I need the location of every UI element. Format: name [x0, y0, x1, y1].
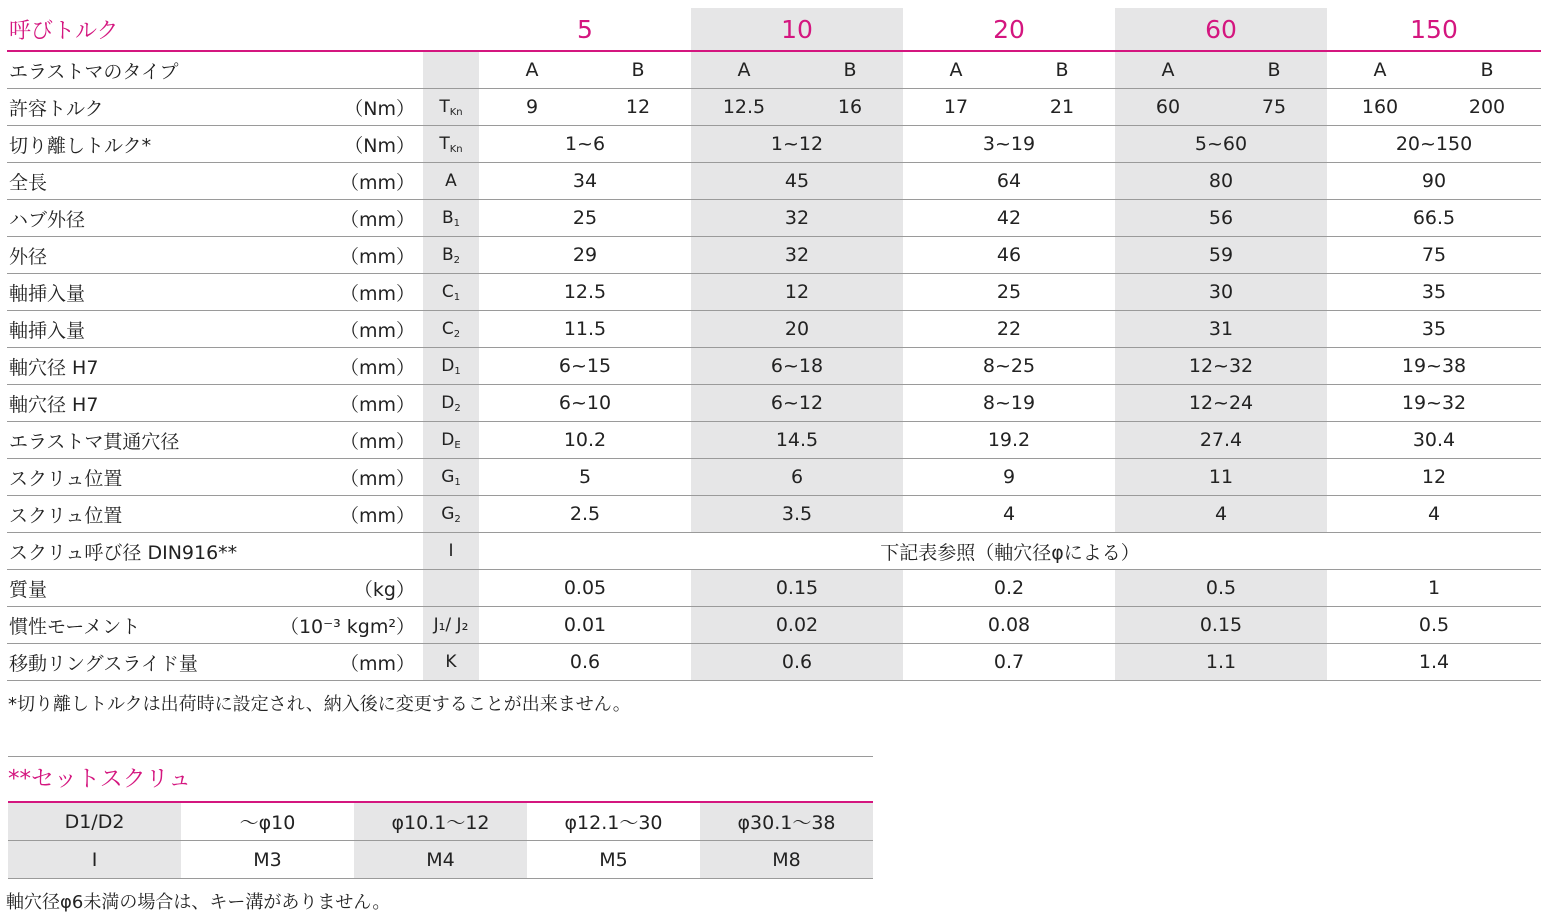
cell: 14.5: [691, 422, 903, 459]
row-symbol: J₁/ J₂: [423, 607, 479, 644]
cell: B: [1221, 51, 1327, 89]
cell: M4: [354, 841, 527, 879]
cell: 35: [1327, 311, 1541, 348]
cell: 45: [691, 163, 903, 200]
cell: 0.15: [691, 570, 903, 607]
row-unit: （mm）: [277, 459, 423, 496]
setscrew-title: **セットスクリュ: [8, 766, 192, 792]
row-label: 質量: [7, 570, 277, 607]
cell: B: [585, 51, 691, 89]
cell: φ30.1〜38: [700, 802, 873, 841]
cell: 8~19: [903, 385, 1115, 422]
mass-row: [7, 570, 1541, 607]
size-header: 10: [691, 8, 903, 51]
cell: M5: [527, 841, 700, 879]
cell: B: [1433, 51, 1541, 89]
total-length-row: [7, 163, 1541, 200]
cell: 56: [1115, 200, 1327, 237]
cell: 3.5: [691, 496, 903, 533]
inertia-row: [7, 607, 1541, 644]
cell: 8~25: [903, 348, 1115, 385]
row-label: 慣性モーメント: [7, 607, 277, 644]
row-label: 軸穴径 H7: [7, 385, 277, 422]
row-label: スクリュ位置: [7, 459, 277, 496]
cell: 0.7: [903, 644, 1115, 681]
cell: 9: [479, 89, 585, 126]
row-symbol: $G_1$: [423, 459, 479, 496]
hub-diameter-row: [7, 200, 1541, 237]
row-unit: （mm）: [277, 163, 423, 200]
row-unit: （10⁻³ kgm²）: [277, 607, 423, 644]
cell: 19~32: [1327, 385, 1541, 422]
cell: 6~10: [479, 385, 691, 422]
divider: [8, 756, 873, 757]
slide-row: [7, 644, 1541, 681]
screw-position-row: [7, 459, 1541, 496]
row-label: エラストマ貫通穴径: [7, 422, 277, 459]
setscrew-bore-row: [8, 802, 873, 841]
cell: 200: [1433, 89, 1541, 126]
cell: 20: [691, 311, 903, 348]
elastomer-row: [7, 51, 1541, 89]
cell: 5~60: [1115, 126, 1327, 163]
through-hole-row: [7, 422, 1541, 459]
row-label: 許容トルク: [7, 89, 277, 126]
row-label: 全長: [7, 163, 277, 200]
cell: 3~19: [903, 126, 1115, 163]
cell: 75: [1221, 89, 1327, 126]
cell: 42: [903, 200, 1115, 237]
shaft-insert-row: [7, 274, 1541, 311]
cell: 80: [1115, 163, 1327, 200]
row-unit: （mm）: [277, 496, 423, 533]
cell: 4: [1115, 496, 1327, 533]
row-unit: （Nm）: [277, 89, 423, 126]
row-unit: （mm）: [277, 422, 423, 459]
row-label: エラストマのタイプ: [7, 51, 277, 89]
merged-cell: 下記表参照（軸穴径φによる）: [479, 533, 1541, 570]
cell: 75: [1327, 237, 1541, 274]
cell: 〜φ10: [181, 802, 354, 841]
release-torque-row: [7, 126, 1541, 163]
row-symbol: [423, 570, 479, 607]
cell: 1~6: [479, 126, 691, 163]
cell: 6~18: [691, 348, 903, 385]
cell: 32: [691, 237, 903, 274]
cell: 22: [903, 311, 1115, 348]
cell: 11.5: [479, 311, 691, 348]
row-symbol: $D_2$: [423, 385, 479, 422]
shaft-insert-row: [7, 311, 1541, 348]
row-symbol: $T_{Kn}$: [423, 89, 479, 126]
cell: 1: [1327, 570, 1541, 607]
cell: A: [479, 51, 585, 89]
cell: 11: [1115, 459, 1327, 496]
cell: 30.4: [1327, 422, 1541, 459]
cell: 6: [691, 459, 903, 496]
row-unit: （mm）: [277, 237, 423, 274]
cell: 17: [903, 89, 1009, 126]
cell: 2.5: [479, 496, 691, 533]
cell: 12.5: [691, 89, 797, 126]
cell: 0.5: [1115, 570, 1327, 607]
cell: 1~12: [691, 126, 903, 163]
cell: 160: [1327, 89, 1433, 126]
cell: 46: [903, 237, 1115, 274]
setscrew-size-row: [8, 841, 873, 879]
row-symbol: [423, 51, 479, 89]
screw-size-row: [7, 533, 1541, 570]
cell: 31: [1115, 311, 1327, 348]
size-header: 20: [903, 8, 1115, 51]
row-symbol: $D_E$: [423, 422, 479, 459]
row-symbol: I: [423, 533, 479, 570]
spec-table: [7, 8, 1541, 681]
cell: 32: [691, 200, 903, 237]
row-unit: （mm）: [277, 644, 423, 681]
cell: 0.08: [903, 607, 1115, 644]
size-header: 150: [1327, 8, 1541, 51]
cell: 0.2: [903, 570, 1115, 607]
cell: 59: [1115, 237, 1327, 274]
row-symbol: $C_1$: [423, 274, 479, 311]
row-label: 移動リングスライド量: [7, 644, 277, 681]
cell: 25: [479, 200, 691, 237]
row-unit: （mm）: [277, 348, 423, 385]
row-symbol: $T_{Kn}$: [423, 126, 479, 163]
row-symbol: $B_1$: [423, 200, 479, 237]
cell: 60: [1115, 89, 1221, 126]
cell: 19~38: [1327, 348, 1541, 385]
row-symbol: $G_2$: [423, 496, 479, 533]
row-unit: （kg）: [277, 570, 423, 607]
bore-row: [7, 348, 1541, 385]
cell: 90: [1327, 163, 1541, 200]
cell: 4: [903, 496, 1115, 533]
torque-row: [7, 89, 1541, 126]
cell: 12~32: [1115, 348, 1327, 385]
row-symbol: K: [423, 644, 479, 681]
row-label: スクリュ呼び径 DIN916**: [7, 533, 423, 570]
cell: 5: [479, 459, 691, 496]
cell: D1/D2: [8, 802, 181, 841]
cell: 12~24: [1115, 385, 1327, 422]
cell: φ10.1〜12: [354, 802, 527, 841]
cell: 4: [1327, 496, 1541, 533]
cell: 19.2: [903, 422, 1115, 459]
cell: 0.6: [691, 644, 903, 681]
cell: 12: [585, 89, 691, 126]
cell: M3: [181, 841, 354, 879]
bore-row: [7, 385, 1541, 422]
row-symbol: $C_2$: [423, 311, 479, 348]
cell: 27.4: [1115, 422, 1327, 459]
cell: 30: [1115, 274, 1327, 311]
cell: 12: [691, 274, 903, 311]
cell: 0.6: [479, 644, 691, 681]
row-unit: [277, 51, 423, 89]
cell: I: [8, 841, 181, 879]
cell: A: [1327, 51, 1433, 89]
row-label: 軸挿入量: [7, 274, 277, 311]
cell: 20~150: [1327, 126, 1541, 163]
setscrew-table: [8, 801, 873, 879]
cell: 0.02: [691, 607, 903, 644]
header-row: [7, 8, 1541, 51]
cell: 0.15: [1115, 607, 1327, 644]
cell: A: [903, 51, 1009, 89]
row-unit: （mm）: [277, 311, 423, 348]
screw-position-row: [7, 496, 1541, 533]
row-unit: （mm）: [277, 200, 423, 237]
cell: 16: [797, 89, 903, 126]
cell: 0.05: [479, 570, 691, 607]
cell: A: [1115, 51, 1221, 89]
cell: 66.5: [1327, 200, 1541, 237]
cell: 6~12: [691, 385, 903, 422]
row-label: 外径: [7, 237, 277, 274]
cell: 29: [479, 237, 691, 274]
row-unit: （Nm）: [277, 126, 423, 163]
row-label: 軸穴径 H7: [7, 348, 277, 385]
cell: 1.4: [1327, 644, 1541, 681]
cell: 34: [479, 163, 691, 200]
cell: 12.5: [479, 274, 691, 311]
outer-diameter-row: [7, 237, 1541, 274]
nominal-torque-title: 呼びトルク: [7, 8, 479, 51]
cell: 1.1: [1115, 644, 1327, 681]
cell: 6~15: [479, 348, 691, 385]
row-label: スクリュ位置: [7, 496, 277, 533]
size-header: 5: [479, 8, 691, 51]
cell: M8: [700, 841, 873, 879]
cell: 12: [1327, 459, 1541, 496]
cell: A: [691, 51, 797, 89]
row-unit: （mm）: [277, 274, 423, 311]
cell: 25: [903, 274, 1115, 311]
cell: 35: [1327, 274, 1541, 311]
row-label: ハブ外径: [7, 200, 277, 237]
cell: 0.5: [1327, 607, 1541, 644]
row-label: 軸挿入量: [7, 311, 277, 348]
row-symbol: $D_1$: [423, 348, 479, 385]
footnote-release-torque: *切り離しトルクは出荷時に設定され、納入後に変更することが出来ません。: [8, 694, 631, 715]
row-symbol: A: [423, 163, 479, 200]
cell: 0.01: [479, 607, 691, 644]
footnote-keyway: 軸穴径φ6未満の場合は、キー溝がありません。: [6, 892, 391, 913]
cell: B: [1009, 51, 1115, 89]
cell: B: [797, 51, 903, 89]
size-header: 60: [1115, 8, 1327, 51]
row-symbol: $B_2$: [423, 237, 479, 274]
cell: 9: [903, 459, 1115, 496]
cell: 21: [1009, 89, 1115, 126]
row-label: 切り離しトルク*: [7, 126, 277, 163]
row-unit: （mm）: [277, 385, 423, 422]
cell: φ12.1〜30: [527, 802, 700, 841]
cell: 64: [903, 163, 1115, 200]
cell: 10.2: [479, 422, 691, 459]
